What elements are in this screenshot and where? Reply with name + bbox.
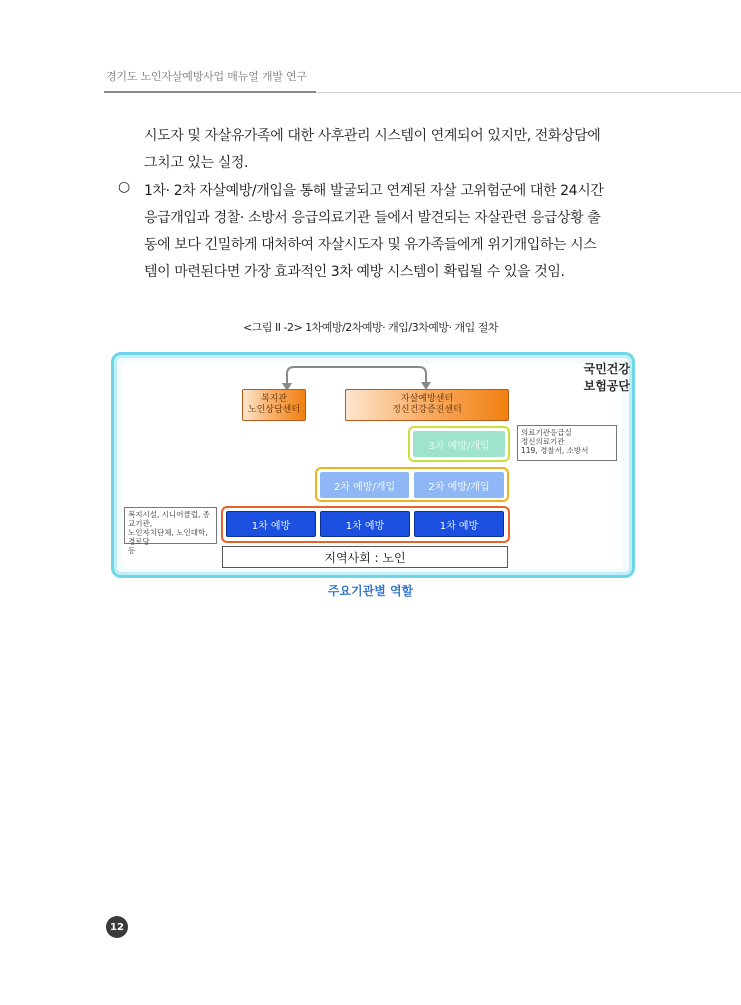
body-line-1: 시도자 및 자살유가족에 대한 사후관리 시스템이 연계되어 있지만, 전화상담에 <box>144 128 601 144</box>
figure-caption: <그림 II -2> 1차예방/2차예방· 개입/3차예방· 개입 절차 <box>243 321 498 334</box>
secondary-prevention-block-1: 2차 예방/개입 <box>320 472 409 498</box>
nhis-label: 국민건강 보험공단 <box>583 362 630 393</box>
community-facilities-box: 복지시설, 시니어클럽, 종교기관, 노인자치단체, 노인대학, 경로당 등 <box>124 507 217 544</box>
community-elderly-box: 지역사회 : 노인 <box>222 546 508 568</box>
body-line-4: 응급개입과 경찰· 소방서 응급의료기관 들에서 발견되는 자살관련 응급상황 출 <box>144 210 601 226</box>
header-rule <box>104 91 316 93</box>
suicide-prevention-center-box: 자살예방센터 정신건강증진센터 <box>345 389 509 421</box>
body-line-3: 1차· 2차 자살예방/개입을 통해 발굴되고 연계된 자살 고위험군에 대한 24시간 <box>144 183 604 199</box>
page-number: 12 <box>106 916 128 938</box>
primary-prevention-block-1: 1차 예방 <box>226 511 316 537</box>
diagram-frame <box>111 352 635 578</box>
figure-title: 주요기관별 역할 <box>327 584 414 598</box>
secondary-prevention-block-2: 2차 예방/개입 <box>414 472 504 498</box>
primary-prevention-block-2: 1차 예방 <box>320 511 410 537</box>
emergency-agencies-box: 의료기관응급실 정신의료기관 119, 경찰서, 소방서 <box>517 425 617 461</box>
tertiary-prevention-block: 3차 예방/개입 <box>413 431 505 457</box>
bullet-marker: ○ <box>118 179 131 195</box>
body-line-5: 동에 보다 긴밀하게 대처하여 자살시도자 및 유가족들에게 위기개입하는 시스 <box>144 237 597 253</box>
header-rule-light <box>316 92 741 93</box>
body-line-6: 템이 마련된다면 가장 효과적인 3차 예방 시스템이 확립될 수 있을 것임. <box>144 264 565 280</box>
body-line-2: 그치고 있는 실정. <box>144 155 249 171</box>
running-header: 경기도 노인자살예방사업 매뉴얼 개발 연구 <box>106 70 307 83</box>
primary-prevention-block-3: 1차 예방 <box>414 511 504 537</box>
welfare-center-box: 복지관 노인상담센터 <box>242 389 306 421</box>
